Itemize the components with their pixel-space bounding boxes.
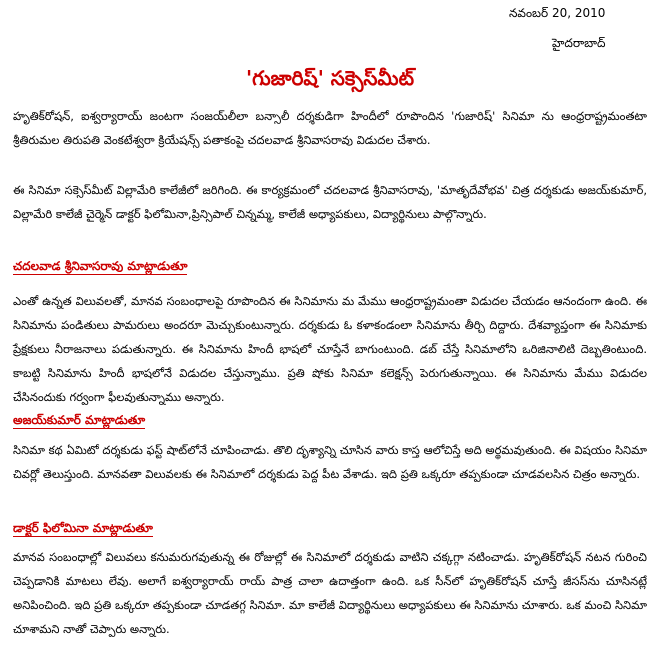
- section-body-philomina: మానవ సంబంధాల్లో విలువలు కనుమరుగవుతున్న ఈ రోజుల్లో ఈ సినిమాలో దర్శకుడు వాటిని చక్కగ్గా నటించాడు. హృతిక్‌రోషన్ నటన గురించి చెప్పడానికి మాటలు లేవు. అలాగే ఐశ్వర్యారాయ్ రాయ్ పాత్ర చాలా ఉదాత్తంగా ఉంది. ఒక సీన్‌లో హృతిక్‌రోషన్ చూస్తే జీసస్‌ను చూసినట్లే అనిపించింది. ఇది ప్రతి ఒక్కరూ తప్పకుండా చూడతగ్గ సినిమా. మా కాలేజీ విద్యార్థినులు అధ్యాపకులు ఈ సినిమాను చూశారు. ఒక మంచి సినిమా చూశామని నాతో చెప్పారు అన్నారు.: [13, 550, 647, 636]
- section-heading-ajaykumar: అజయ్‌కుమార్ మాట్లాడుతూ: [13, 410, 145, 429]
- section-heading-philomina: డాక్టర్ ఫిలోమినా మాట్లాడుతూ: [13, 518, 153, 537]
- section-heading-chadalavada: చదలవాడ శ్రీనివాసరావు మాట్లాడుతూ: [13, 256, 187, 275]
- article-title: 'గుజారిష్' సక్సెస్‌మీట్: [245, 66, 415, 90]
- section-body-ajaykumar: సినిమా కథ ఏమిటో దర్శకుడు ఫస్ట్ షాట్‌లోనే చూపించాడు. తొలి దృశ్యాన్ని చూసిన వారు కాస్త ఆలోచిస్తే అది అర్థమవుతుంది. ఈ విషయం సినిమా చివర్లో తెలుస్తుంది. మానవతా విలువలకు ఈ సినిమాలో దర్శకుడు పెద్ద పీట వేశాడు. ఇది ప్రతి ఒక్కరూ తప్పకుండా చూడవలసిన చిత్రం అన్నారు.: [13, 443, 647, 481]
- intro-paragraph-2: ఈ సినిమా సక్సెస్‌మీట్ విల్లామేరి కాలేజీలో జరిగింది. ఈ కార్యక్రమంలో చదలవాడ శ్రీనివాసరావు, 'మాతృదేవోభవ' చిత్ర దర్శకుడు అజయ్‌కుమార్, విల్లామేరి కాలేజీ చైర్మెన్ డాక్టర్ ఫిలోమినా,ప్రిన్సిపాల్ చిన్నమ్మ, కాలేజీ అధ్యాపకులు, విద్యార్థినులు పాల్గొన్నారు.: [13, 183, 647, 221]
- article-place: హైదరాబాద్: [552, 36, 606, 50]
- section-body-chadalavada: ఎంతో ఉన్నత విలువలతో, మానవ సంబంధాలపై రూపొందిన ఈ సినిమాను మ మేము ఆంధ్రరాష్ట్రమంతా విడుదల చేయడం ఆనందంగా ఉంది. ఈ సినిమాను పండితులు పామరులు అందరూ మెచ్చుకుంటున్నారు. దర్శకుడు ఓ కళాకండంలా సినిమాను తీర్చి దిద్దారు. దేశవ్యాప్తంగా ఈ సినిమాకు ప్రేక్షకులు నీరాజనాలు పడుతున్నారు. ఈ సినిమాను హిందీ భాషలో చూస్తేనే బాగుంటుంది. డబ్ చేస్తే సినిమాలోని ఒరిజినాలిటి దెబ్బతింటుంది. కాబట్టి సినిమాను హిందీ భాషలోనే విడుదల చేస్తున్నాము. ప్రతి షోకు సినిమా కలెక్షన్స్ పెరుగుతున్నాయి. ఈ సినిమాను మేము విడుదల చేసినందుకు గర్వంగా ఫీలవుతున్నాము అన్నారు.: [13, 294, 647, 404]
- intro-paragraph-1: హృతిక్‌రోషన్, ఐశ్వర్యారాయ్ జంటగా సంజయ్‌లీలా బన్సాలీ దర్శకుడిగా హిందీలో రూపొందిన 'గుజారిష్' సినిమా ను ఆంధ్రరాష్ట్రమంతటా శ్రీతిరుమల తిరుపతి వెంకటేశ్వరా క్రియేషన్స్ పతాకంపై చదలవాడ శ్రీనివాసరావు విడుదల చేశారు.: [13, 109, 647, 147]
- article-date: నవంబర్ 20, 2010: [509, 6, 606, 20]
